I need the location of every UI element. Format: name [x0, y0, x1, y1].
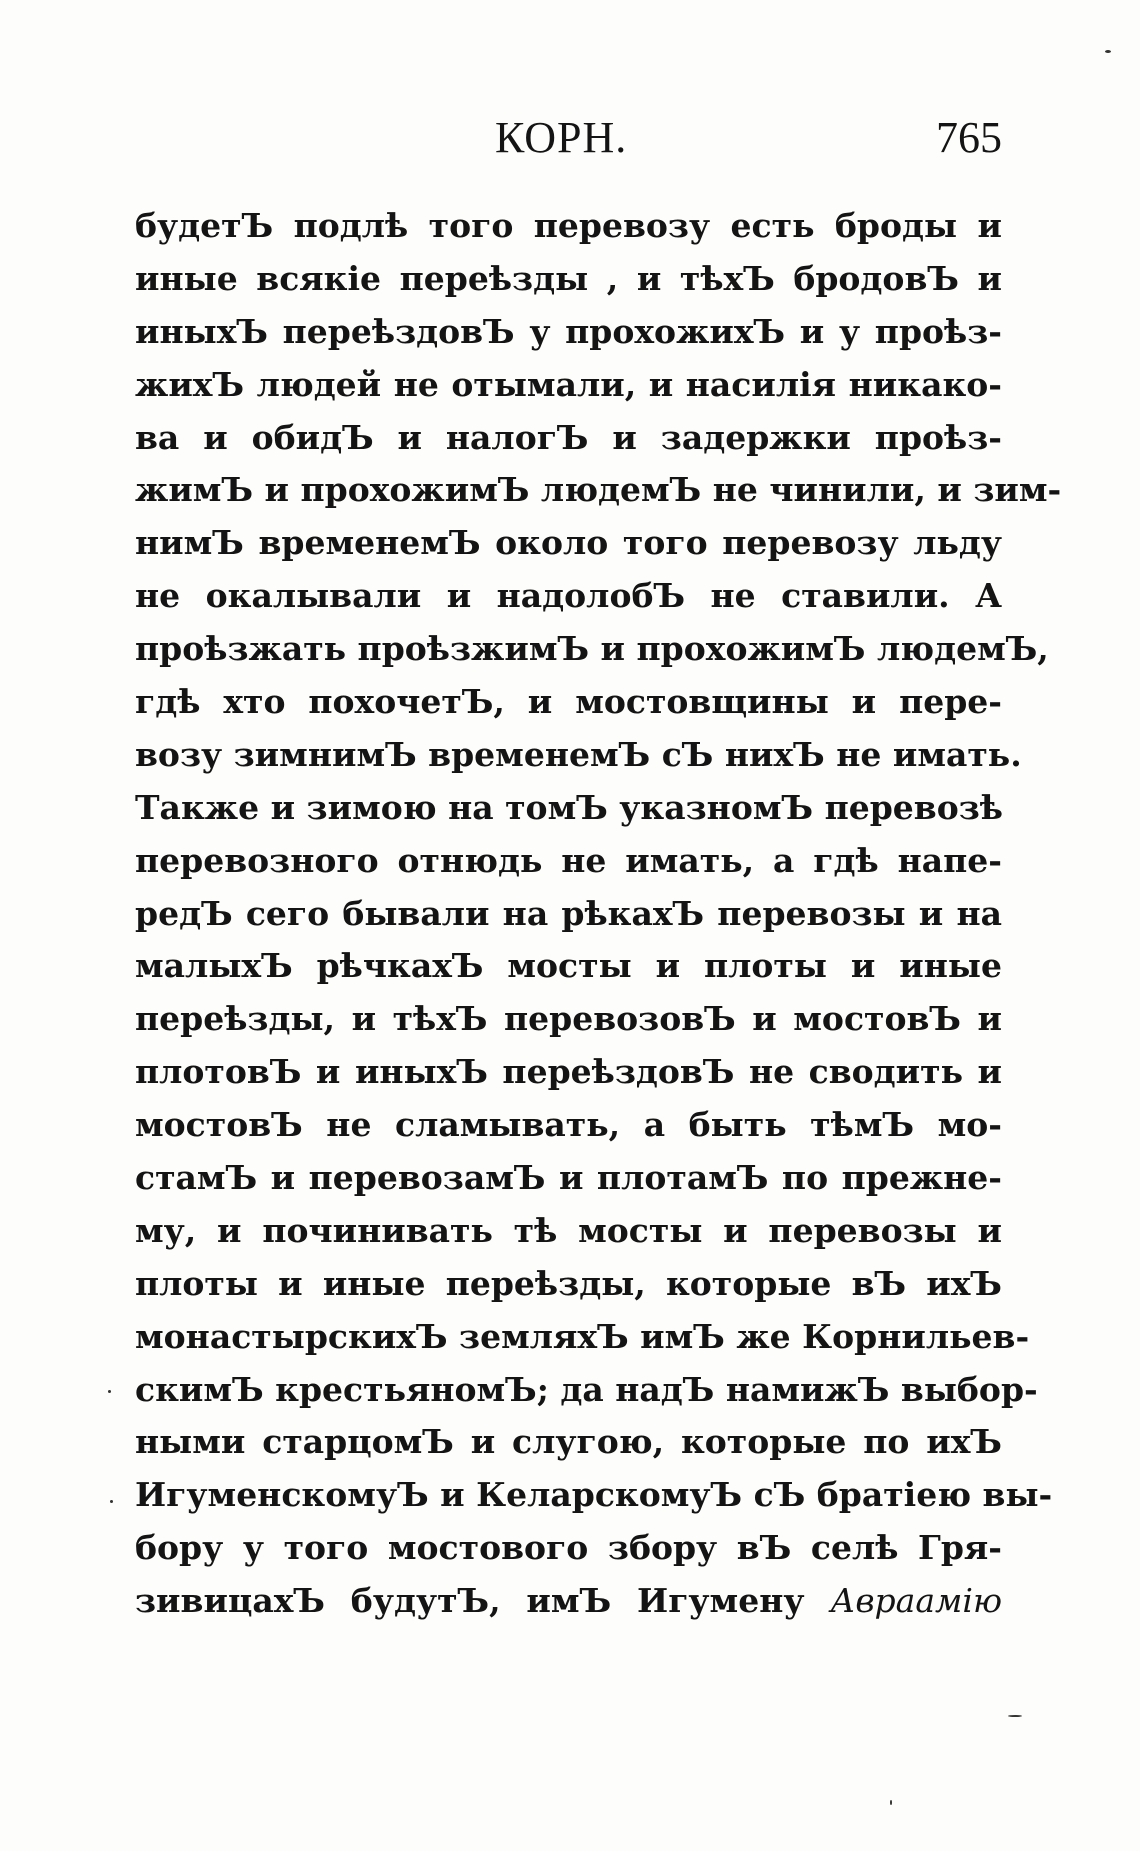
page-number: 765	[936, 113, 1002, 162]
text-line-9: проѣзжать проѣзжимЪ и прохожимЪ людемЪ,	[135, 629, 1049, 669]
text-line-13: перевозного отнюдь не имать, а гдѣ напе-	[135, 840, 1002, 880]
text-line-12: Также и зимою на томЪ указномЪ перевозѣ	[135, 787, 1003, 827]
text-line-20: му, и починивать тѣ мосты и перевозы и	[135, 1210, 1002, 1250]
text-line-1: будетЪ подлѣ того перевозу есть броды и	[135, 206, 1002, 245]
running-head	[135, 112, 1002, 172]
text-line-14: редЪ сего бывали на рѣкахЪ перевозы и на	[135, 893, 1002, 933]
scan-speck	[108, 1390, 111, 1393]
scan-speck	[890, 1800, 892, 1805]
text-line-11: возу зимнимЪ временемЪ сЪ нихЪ не имать.	[135, 734, 1022, 774]
text-line-27-main: зивицахЪ будутЪ, имЪ Игумену	[135, 1581, 805, 1621]
text-line-15: малыхЪ рѣчкахЪ мосты и плоты и иные	[135, 946, 1002, 986]
text-line-8: не окалывали и надолобЪ не ставили. А	[135, 576, 1002, 616]
text-line-6: жимЪ и прохожимЪ людемЪ не чинили, и зим-	[135, 470, 1062, 510]
text-line-5: ва и обидЪ и налогЪ и задержки проѣз-	[135, 417, 1002, 457]
scan-speck	[110, 1500, 113, 1503]
text-line-10: гдѣ хто похочетЪ, и мостовщины и пере-	[135, 682, 1002, 722]
scan-speck	[1008, 1715, 1022, 1717]
text-line-18: мостовЪ не сламывать, а быть тѣмЪ мо-	[135, 1105, 1002, 1145]
text-line-4: жихЪ людей не отымали, и насилія никако-	[135, 364, 1002, 404]
text-line-27	[135, 1575, 1002, 1628]
scan-speck	[1105, 50, 1111, 53]
text-line-21: плоты и иные переѣзды, которые вЪ ихЪ	[135, 1263, 1002, 1303]
body-text	[135, 200, 1062, 1628]
text-line-7: нимЪ временемЪ около того перевозу льду	[135, 523, 1002, 563]
text-line-16: переѣзды, и тѣхЪ перевозовЪ и мостовЪ и	[135, 999, 1002, 1039]
text-line-19: стамЪ и перевозамЪ и плотамЪ по прежне-	[135, 1158, 1002, 1198]
page-header-title: КОРН.	[495, 113, 628, 162]
text-line-25: ИгуменскомуЪ и КеларскомуЪ сЪ братіею вы-	[135, 1475, 1053, 1515]
text-line-2: иные всякіе переѣзды , и тѣхЪ бродовЪ и	[135, 258, 1002, 298]
text-line-22: монастырскихЪ земляхЪ имЪ же Корнильев-	[135, 1316, 1030, 1356]
text-line-3: иныхЪ переѣздовЪ у прохожихЪ и у проѣз-	[135, 311, 1002, 351]
text-line-27-italic-name: Авраамію	[830, 1581, 1002, 1621]
text-line-24: ными старцомЪ и слугою, которые по ихЪ	[135, 1422, 1002, 1462]
text-line-26: бору у того мостового збору вЪ селѣ Гря-	[135, 1528, 1002, 1568]
text-line-17: плотовЪ и иныхЪ переѣздовЪ не сводить и	[135, 1052, 1002, 1092]
text-line-23: скимЪ крестьяномЪ; да надЪ намижЪ выбор-	[135, 1369, 1038, 1409]
